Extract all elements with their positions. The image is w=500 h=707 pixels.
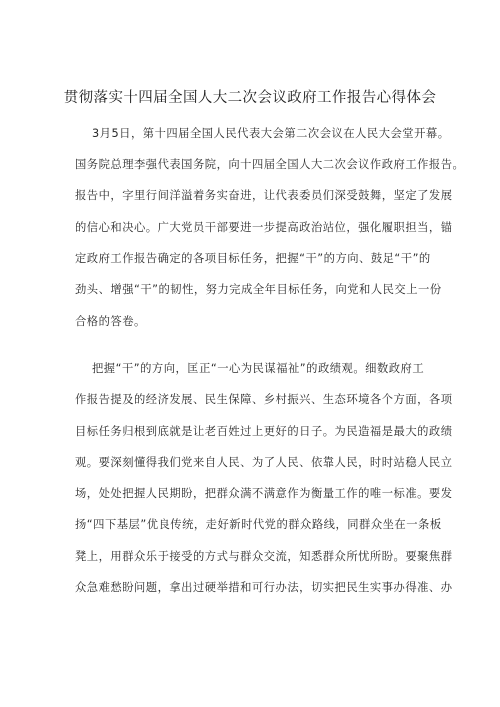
paragraph-line: 场，处处把握人民期盼，把群众满不满意作为衡量工作的唯一标准。要发 <box>75 487 453 500</box>
paragraph-line: 把握“干”的方向，匡正“一心为民谋福祉”的政绩观。细数政府工 <box>92 362 425 375</box>
paragraph-line: 劲头、增强“干”的韧性，努力完成全年目标任务，向党和人民交上一份 <box>75 283 442 296</box>
paragraph-line: 众急难愁盼问题，拿出过硬举措和可行办法，切实把民生实事办得准、办 <box>75 581 453 594</box>
document-title: 贯彻落实十四届全国人大二次会议政府工作报告心得体会 <box>63 90 437 106</box>
paragraph-line: 作报告提及的经济发展、民生保障、乡村振兴、生态环境各个方面，各项 <box>75 393 453 406</box>
paragraph-line: 的信心和决心。广大党员干部要进一步提高政治站位，强化履职担当，锚 <box>75 221 453 234</box>
paragraph-line: 观。要深刻懂得我们党来自人民、为了人民、依靠人民，时时站稳人民立 <box>75 456 453 469</box>
paragraph-line: 扬“四下基层”优良传统，走好新时代党的群众路线，同群众坐在一条板 <box>75 518 442 531</box>
paragraph-line: 国务院总理李强代表国务院，向十四届全国人大二次会议作政府工作报告。 <box>75 158 465 171</box>
paragraph-line: 3月5日，第十四届全国人民代表大会第二次会议在人民大会堂开幕。 <box>92 127 450 140</box>
paragraph-line: 定政府工作报告确定的各项目标任务，把握“干”的方向、鼓足“干”的 <box>75 252 431 265</box>
paragraph-line: 目标任务归根到底就是让老百姓过上更好的日子。为民造福是最大的政绩 <box>75 425 453 438</box>
paragraph-line: 合格的答卷。 <box>75 315 146 328</box>
paragraph-line: 报告中，字里行间洋溢着务实奋进，让代表委员们深受鼓舞，坚定了发展 <box>75 189 453 202</box>
paragraph-line: 凳上，用群众乐于接受的方式与群众交流，知悉群众所忧所盼。要聚焦群 <box>75 550 453 563</box>
